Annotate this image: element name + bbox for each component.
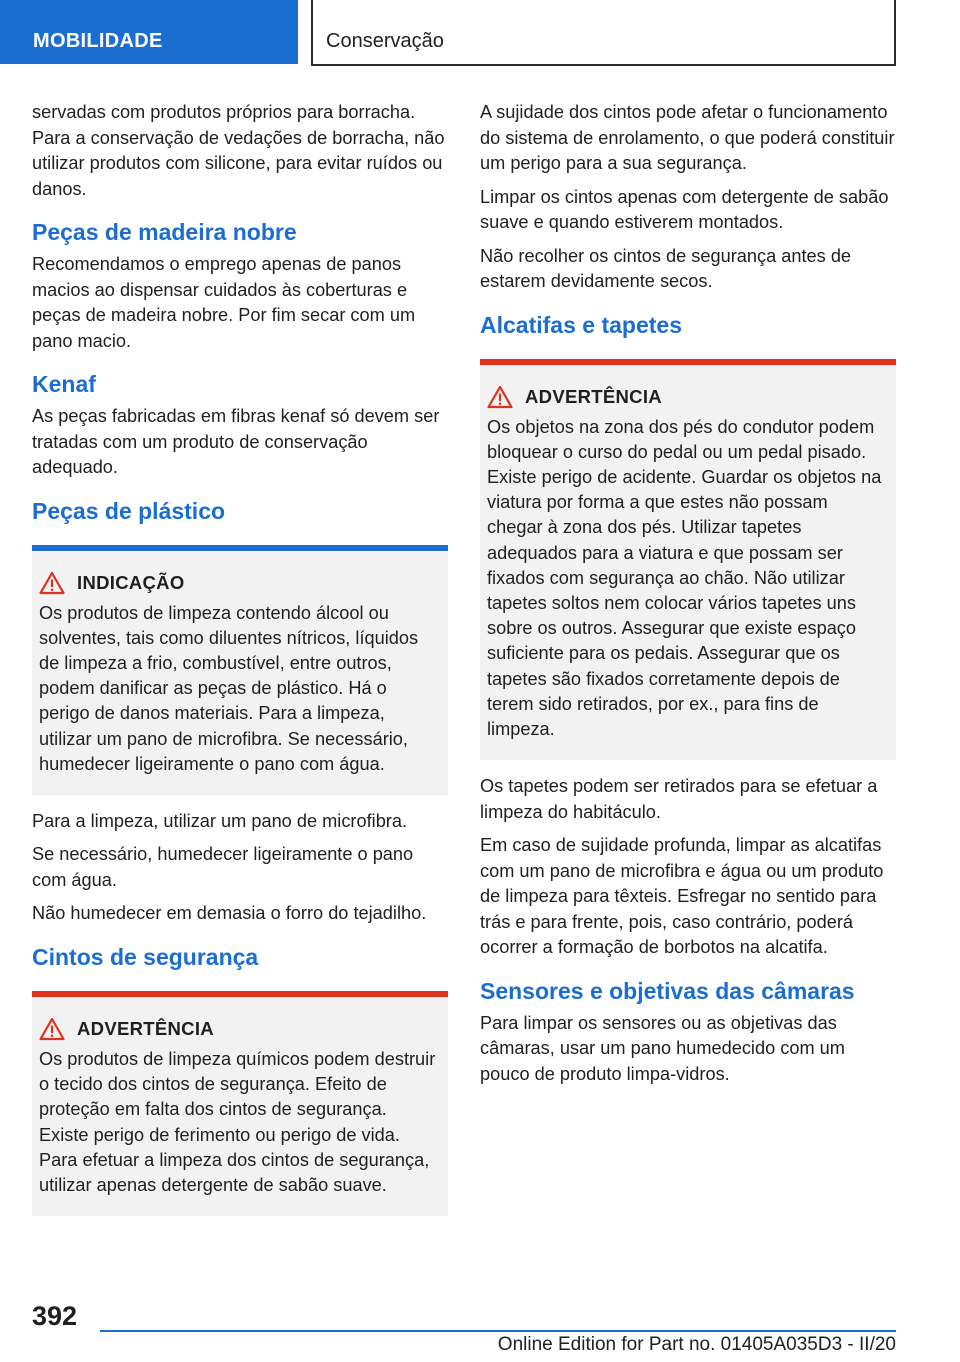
heading-seat-belts: Cintos de segurança (32, 943, 259, 970)
left-column (32, 100, 448, 1230)
warning-text: Os produtos de limpeza químicos podem destruir o tecido dos cintos de segurança. Efeito de proteção em falta dos cintos de segurança. Existe perigo de ferimento ou perigo de vida. Para efetuar a limpeza dos cintos de segurança, utilizar apenas detergente de sabão suave. (39, 1048, 436, 1195)
notice-box-plastic (32, 545, 448, 795)
mats-paragraph-2: Em caso de sujidade profunda, limpar as alcatifas com um pano de microfibra e água ou um produto de limpeza para têxteis. Esfregar no sentido para trás e para frente, pois, caso contrário, poderá ocorrer a formação de borbotos na alcatifa. (480, 835, 884, 958)
intro-paragraph: servadas com produtos próprios para borracha. Para a conservação de vedações de borracha, não utilizar produtos com silicone, para evitar ruídos ou danos. (32, 102, 445, 199)
heading-kenaf: Kenaf (32, 371, 96, 397)
warning-text: Os objetos na zona dos pés do condutor podem bloquear o curso do pedal ou um pedal pisado. Existe perigo de acidente. Guardar os objetos na viatura por forma a que estes não possam chegar à zona dos pés. Utilizar tapetes adequados para a viatura e que possam ser fixados com segurança ao chão. Não utilizar tapetes soltos nem colocar vários tapetes uns sobre os outros. Assegurar que existe espaço suficiente para os pedais. Assegurar que os tapetes são fixados corretamente depois de terem sido retirados, por ex., para fins de limpeza. (487, 416, 882, 739)
warning-triangle-icon (39, 1017, 65, 1041)
plastic-paragraph-2: Se necessário, humedecer ligeiramente o pano com água. (32, 844, 414, 890)
belts-paragraph-3: Não recolher os cintos de segurança antes de estarem devidamente secos. (480, 245, 852, 291)
heading-sensors: Sensores e objetivas das câmaras (480, 977, 855, 1004)
footer-divider (100, 1330, 896, 1332)
belts-paragraph-2: Limpar os cintos apenas com detergente de sabão suave e quando estiverem montados. (480, 186, 889, 232)
notice-header (39, 571, 440, 595)
warning-header (39, 1017, 440, 1041)
kenaf-paragraph: As peças fabricadas em fibras kenaf só devem ser tratadas com um produto de conservação adequado. (32, 406, 440, 477)
section-tab: MOBILIDADE (0, 0, 298, 64)
warning-triangle-icon (39, 571, 65, 595)
chapter-title: Conservação (311, 0, 896, 66)
heading-mats: Alcatifas e tapetes (480, 311, 682, 338)
belts-paragraph-1: A sujidade dos cintos pode afetar o funcionamento do sistema de enrolamento, o que poderá constituir um perigo para a sua segurança. (480, 102, 895, 173)
right-column (480, 100, 896, 1095)
warning-triangle-icon (487, 385, 513, 409)
heading-wood: Peças de madeira nobre (32, 219, 297, 245)
plastic-paragraph-3: Não humedecer em demasia o forro do tejadilho. (32, 903, 427, 924)
wood-paragraph: Recomendamos o emprego apenas de panos macios ao dispensar cuidados às coberturas e peças de madeira nobre. Por fim secar com um pano macio. (32, 254, 416, 351)
notice-text: Os produtos de limpeza contendo álcool ou solventes, tais como diluentes nítricos, líquidos de limpeza a frio, combustível, entre outros, podem danificar as peças de plástico. Há o perigo de danos materiais. Para a limpeza, utilizar um pano de microfibra. Se necessário, humedecer ligeiramente o pano com água. (39, 602, 419, 774)
warning-box-mats (480, 359, 896, 761)
plastic-paragraph-1: Para a limpeza, utilizar um pano de microfibra. (32, 810, 408, 831)
warning-title: ADVERTÊNCIA (525, 385, 662, 407)
footer-edition: Online Edition for Part no. 01405A035D3 - II/20 (497, 1334, 896, 1355)
notice-title: INDICAÇÃO (77, 571, 185, 593)
sensors-paragraph: Para limpar os sensores ou as objetivas das câmaras, usar um pano humedecido com um pouco de produto limpa-vidros. (480, 1012, 845, 1084)
warning-title: ADVERTÊNCIA (77, 1017, 214, 1039)
heading-plastic: Peças de plástico (32, 497, 226, 524)
mats-paragraph-1: Os tapetes podem ser retirados para se efetuar a limpeza do habitáculo. (480, 776, 878, 822)
page-header (0, 0, 960, 66)
page-number: 392 (32, 1301, 78, 1331)
warning-header (487, 385, 888, 409)
warning-box-belts (32, 991, 448, 1216)
